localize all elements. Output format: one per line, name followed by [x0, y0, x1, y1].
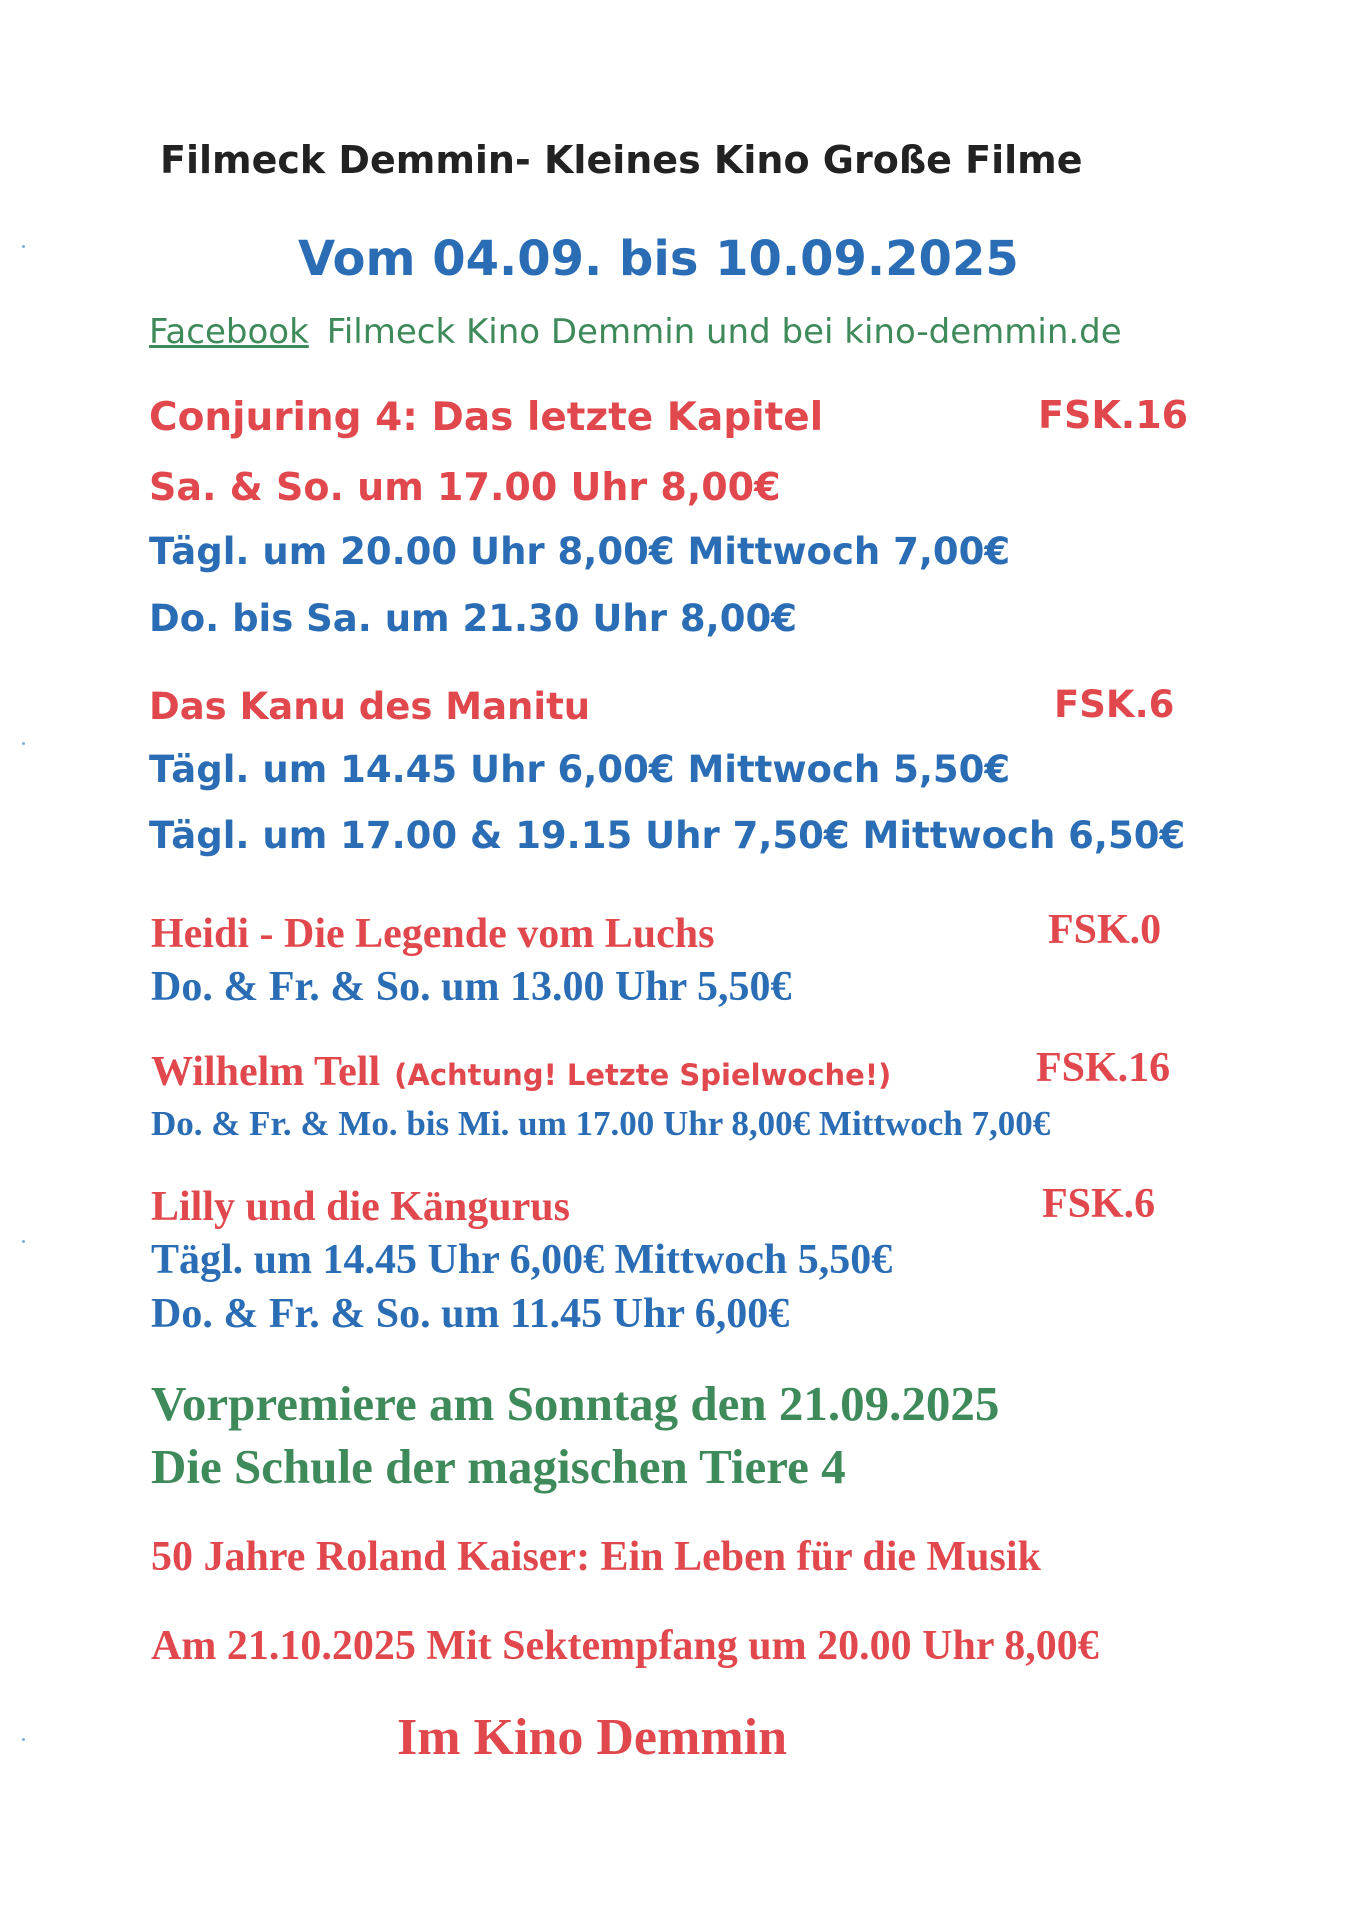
special-event-title: 50 Jahre Roland Kaiser: Ein Leben für die Musik	[151, 1534, 1041, 1580]
showtime-line: Sa. & So. um 17.00 Uhr 8,00€	[149, 465, 781, 509]
age-rating: FSK.16	[1036, 1045, 1171, 1091]
age-rating: FSK.6	[1054, 683, 1175, 726]
movie-title: Lilly und die Kängurus	[151, 1184, 570, 1230]
age-rating: FSK.0	[1048, 907, 1162, 953]
showtime-line: Tägl. um 14.45 Uhr 6,00€ Mittwoch 5,50€	[151, 1237, 893, 1283]
showtime-line: Do. & Fr. & Mo. bis Mi. um 17.00 Uhr 8,00€ Mittwoch 7,00€	[151, 1104, 1051, 1143]
special-event-details: Am 21.10.2025 Mit Sektempfang um 20.00 Uhr 8,00€	[151, 1623, 1099, 1669]
preview-title: Die Schule der magischen Tiere 4	[151, 1439, 846, 1494]
contact-text: Filmeck Kino Demmin und bei kino-demmin.de	[326, 312, 1122, 352]
showtime-line: Tägl. um 17.00 & 19.15 Uhr 7,50€ Mittwoch 6,50€	[149, 814, 1186, 857]
showtime-line: Do. & Fr. & So. um 11.45 Uhr 6,00€	[151, 1291, 790, 1337]
scan-speck	[22, 1240, 25, 1243]
scan-speck	[22, 1738, 25, 1741]
showtime-line: Do. bis Sa. um 21.30 Uhr 8,00€	[149, 597, 797, 640]
movie-title: Das Kanu des Manitu	[149, 685, 591, 728]
age-rating: FSK.6	[1042, 1181, 1156, 1227]
date-range: Vom 04.09. bis 10.09.2025	[298, 231, 1019, 287]
movie-title: Heidi - Die Legende vom Luchs	[151, 911, 715, 957]
venue-name: Im Kino Demmin	[397, 1709, 787, 1766]
page-title: Filmeck Demmin- Kleines Kino Große Filme	[160, 138, 1083, 182]
scan-speck	[22, 742, 25, 745]
movie-title: Wilhelm Tell	[151, 1049, 381, 1095]
movie-note: (Achtung! Letzte Spielwoche!)	[394, 1058, 892, 1092]
age-rating: FSK.16	[1038, 393, 1189, 437]
contact-line	[149, 312, 1122, 352]
showtime-line: Tägl. um 20.00 Uhr 8,00€ Mittwoch 7,00€	[149, 530, 1011, 573]
movie-title-row	[151, 1048, 891, 1096]
showtime-line: Do. & Fr. & So. um 13.00 Uhr 5,50€	[151, 964, 792, 1010]
showtime-line: Tägl. um 14.45 Uhr 6,00€ Mittwoch 5,50€	[149, 748, 1011, 791]
preview-date: Vorpremiere am Sonntag den 21.09.2025	[151, 1376, 1000, 1431]
facebook-link[interactable]: Facebook	[149, 312, 309, 352]
scan-speck	[22, 245, 25, 248]
movie-title: Conjuring 4: Das letzte Kapitel	[149, 395, 824, 440]
